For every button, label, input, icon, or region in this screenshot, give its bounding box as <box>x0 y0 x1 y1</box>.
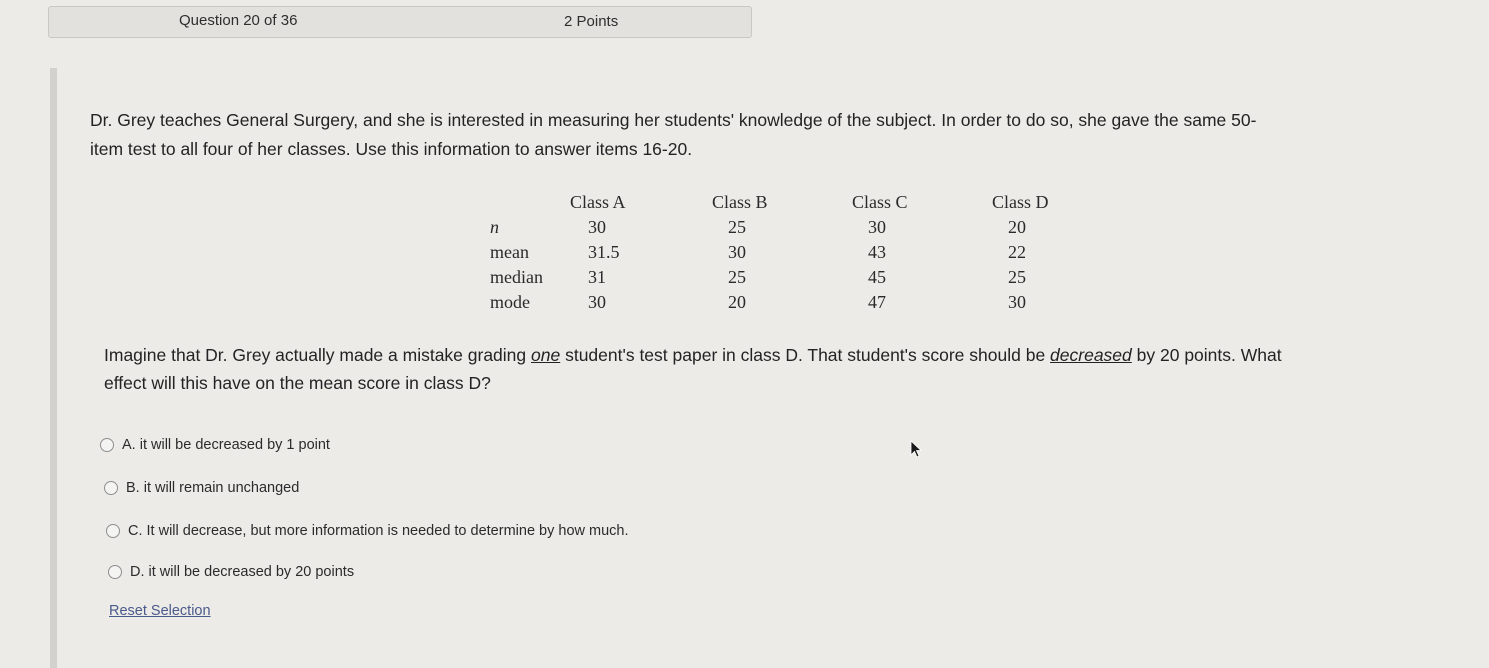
option-label: D. it will be decreased by 20 points <box>130 564 355 580</box>
table-cell: 31.5 <box>588 242 620 262</box>
option-label: C. It will decrease, but more information is needed to determine by how much. <box>128 523 629 539</box>
table-cell: 22 <box>1008 242 1026 262</box>
table-cell: 30 <box>588 292 606 312</box>
table-row <box>482 265 1098 290</box>
table-cell: 25 <box>1008 267 1026 287</box>
radio-button[interactable] <box>106 524 120 538</box>
table-cell: 31 <box>588 267 606 287</box>
radio-button[interactable] <box>100 438 114 452</box>
question-number: Question 20 of 36 <box>179 12 298 29</box>
answer-option-a[interactable] <box>100 437 330 453</box>
prompt-text: student's test paper in class D. That student's score should be <box>560 345 1051 365</box>
table-cell: 30 <box>588 217 606 237</box>
table-cell: 47 <box>868 292 886 312</box>
row-label: mean <box>490 242 529 262</box>
table-cell: 30 <box>1008 292 1026 312</box>
prompt-emphasis: decreased <box>1050 345 1132 365</box>
answer-option-c[interactable] <box>106 523 629 539</box>
table-cell: 45 <box>868 267 886 287</box>
answer-option-d[interactable] <box>108 564 354 580</box>
column-header: Class D <box>992 192 1049 212</box>
radio-button[interactable] <box>104 481 118 495</box>
table-row <box>482 240 1098 265</box>
question-header <box>48 6 752 38</box>
table-cell: 20 <box>1008 217 1026 237</box>
prompt-line-1 <box>104 341 1394 369</box>
column-header: Class C <box>852 192 908 212</box>
row-label: median <box>490 267 543 287</box>
intro-line-1: Dr. Grey teaches General Surgery, and she is interested in measuring her students' knowledge of the subject. In order to do so, she gave the same 50- <box>90 110 1257 130</box>
question-prompt <box>104 341 1394 397</box>
question-intro <box>90 106 1390 164</box>
option-label: B. it will remain unchanged <box>126 480 300 496</box>
table-cell: 43 <box>868 242 886 262</box>
question-left-border <box>50 68 57 668</box>
radio-button[interactable] <box>108 565 122 579</box>
table-cell: 30 <box>728 242 746 262</box>
column-header: Class A <box>570 192 626 212</box>
row-label: n <box>490 217 499 237</box>
table-header-row <box>482 190 1098 215</box>
mouse-pointer-icon <box>910 440 924 460</box>
column-header: Class B <box>712 192 768 212</box>
class-statistics-table <box>482 190 1098 315</box>
option-label: A. it will be decreased by 1 point <box>122 437 330 453</box>
table-cell: 25 <box>728 217 746 237</box>
answer-option-b[interactable] <box>104 480 299 496</box>
table-row <box>482 215 1098 240</box>
prompt-text: Imagine that Dr. Grey actually made a mistake grading <box>104 345 532 365</box>
table-cell: 30 <box>868 217 886 237</box>
prompt-line-2: effect will this have on the mean score in class D? <box>104 373 491 393</box>
table-cell: 25 <box>728 267 746 287</box>
table-cell: 20 <box>728 292 746 312</box>
reset-selection-link[interactable]: Reset Selection <box>109 603 211 619</box>
row-label: mode <box>490 292 530 312</box>
prompt-emphasis: one <box>531 345 561 365</box>
table-row <box>482 290 1098 315</box>
question-points: 2 Points <box>564 13 619 30</box>
intro-line-2: item test to all four of her classes. Use this information to answer items 16-20. <box>90 139 693 159</box>
prompt-text: by 20 points. What <box>1131 345 1282 365</box>
